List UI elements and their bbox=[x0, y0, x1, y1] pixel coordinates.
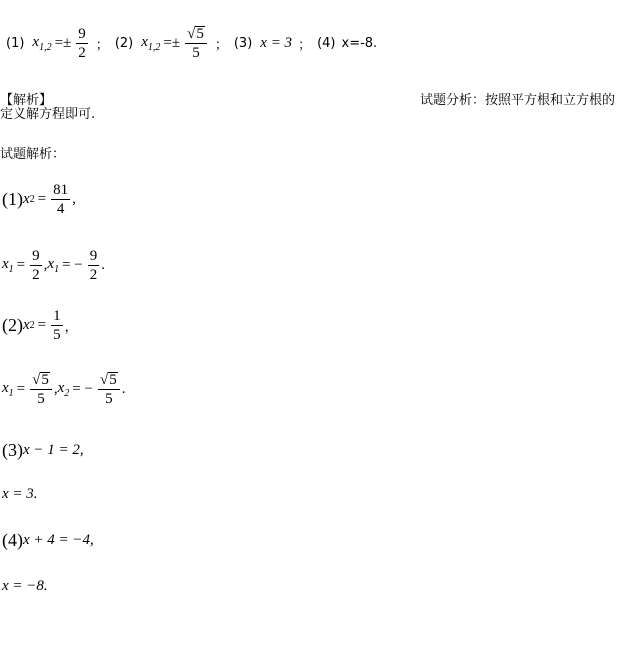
step-label: (2) bbox=[2, 315, 23, 335]
equation: x + 4 = −4, bbox=[23, 532, 94, 548]
answer-2-fraction: √ 5 5 bbox=[185, 26, 207, 61]
fraction: $\frac{1}{5}$ bbox=[53, 308, 61, 343]
solution-step-3 bbox=[2, 440, 84, 461]
answer-line bbox=[6, 26, 377, 61]
equals: = − bbox=[62, 257, 83, 273]
solution-step-2 bbox=[2, 308, 78, 343]
punctuation: . bbox=[121, 381, 126, 397]
answer-3-expr: x = 3 bbox=[260, 35, 293, 51]
answer-2-label: (2) bbox=[114, 36, 134, 51]
variable: $x_1$ bbox=[2, 380, 14, 399]
sqrt-symbol: √ 5 bbox=[99, 372, 117, 388]
step-label: (1) bbox=[2, 189, 23, 209]
solution-step-1 bbox=[2, 182, 76, 217]
equals: = bbox=[37, 191, 47, 207]
punctuation: , bbox=[43, 257, 48, 273]
fraction: $\frac{81}{4}$ bbox=[53, 182, 69, 217]
variable: x bbox=[23, 317, 30, 333]
analysis-text-continued: 定义解方程即可. bbox=[0, 107, 96, 122]
answer-separator: ； bbox=[298, 38, 312, 53]
solution-step-3-result bbox=[2, 486, 38, 503]
variable: $x_1$ bbox=[47, 256, 60, 275]
answer-2-eq: =± bbox=[163, 35, 181, 51]
variable: $x_1$ bbox=[2, 256, 14, 275]
exponent: 2 bbox=[29, 320, 35, 331]
exponent: 2 bbox=[29, 194, 35, 205]
answer-4-label: (4) bbox=[317, 36, 336, 51]
equals: = − bbox=[72, 381, 93, 397]
solution-title: 试题解析： bbox=[0, 147, 66, 162]
step-label: (4) bbox=[2, 530, 23, 550]
fraction: $\frac{9}{2}$ bbox=[32, 248, 40, 283]
solution-step-4-result bbox=[2, 578, 48, 595]
answer-1-label: (1) bbox=[6, 36, 25, 51]
answer-1-var: $x_{1,2}$ bbox=[32, 34, 52, 53]
equals: = bbox=[16, 381, 26, 397]
sqrt-symbol: √ 5 bbox=[187, 26, 204, 42]
analysis-text: 试题分析：按照平方根和立方根的 bbox=[420, 93, 616, 108]
equation: x − 1 = 2, bbox=[23, 442, 84, 458]
step-label: (3) bbox=[2, 440, 23, 460]
solution-step-1-result bbox=[2, 248, 105, 283]
punctuation: , bbox=[72, 191, 76, 207]
punctuation: ， bbox=[64, 320, 78, 335]
equation: x = 3. bbox=[2, 486, 38, 502]
variable: $x_2$ bbox=[57, 380, 70, 399]
answer-4-expr: x=-8. bbox=[341, 36, 378, 51]
equals: = bbox=[37, 317, 47, 333]
sqrt-symbol: √ 5 bbox=[32, 372, 49, 388]
answer-3-label: (3) bbox=[233, 36, 253, 51]
analysis-heading: 【解析】 bbox=[0, 93, 53, 108]
equals: = bbox=[16, 257, 26, 273]
answer-1-eq: =± bbox=[54, 35, 72, 51]
solution-step-4 bbox=[2, 530, 94, 551]
fraction: $\frac{9}{2}$ bbox=[89, 248, 98, 283]
answer-1-fraction: $\frac{9}{2}$ bbox=[78, 26, 86, 61]
fraction: √ 5 5 bbox=[30, 372, 52, 407]
solution-step-2-result bbox=[2, 372, 125, 407]
equation: x = −8. bbox=[2, 578, 48, 594]
punctuation: , bbox=[53, 381, 58, 397]
answer-separator: ； bbox=[95, 38, 109, 53]
variable: x bbox=[23, 191, 30, 207]
fraction: √ 5 5 bbox=[98, 372, 120, 407]
answer-2-var: $x_{1,2}$ bbox=[141, 34, 161, 53]
punctuation: . bbox=[101, 257, 105, 273]
answer-separator: ； bbox=[214, 38, 228, 53]
